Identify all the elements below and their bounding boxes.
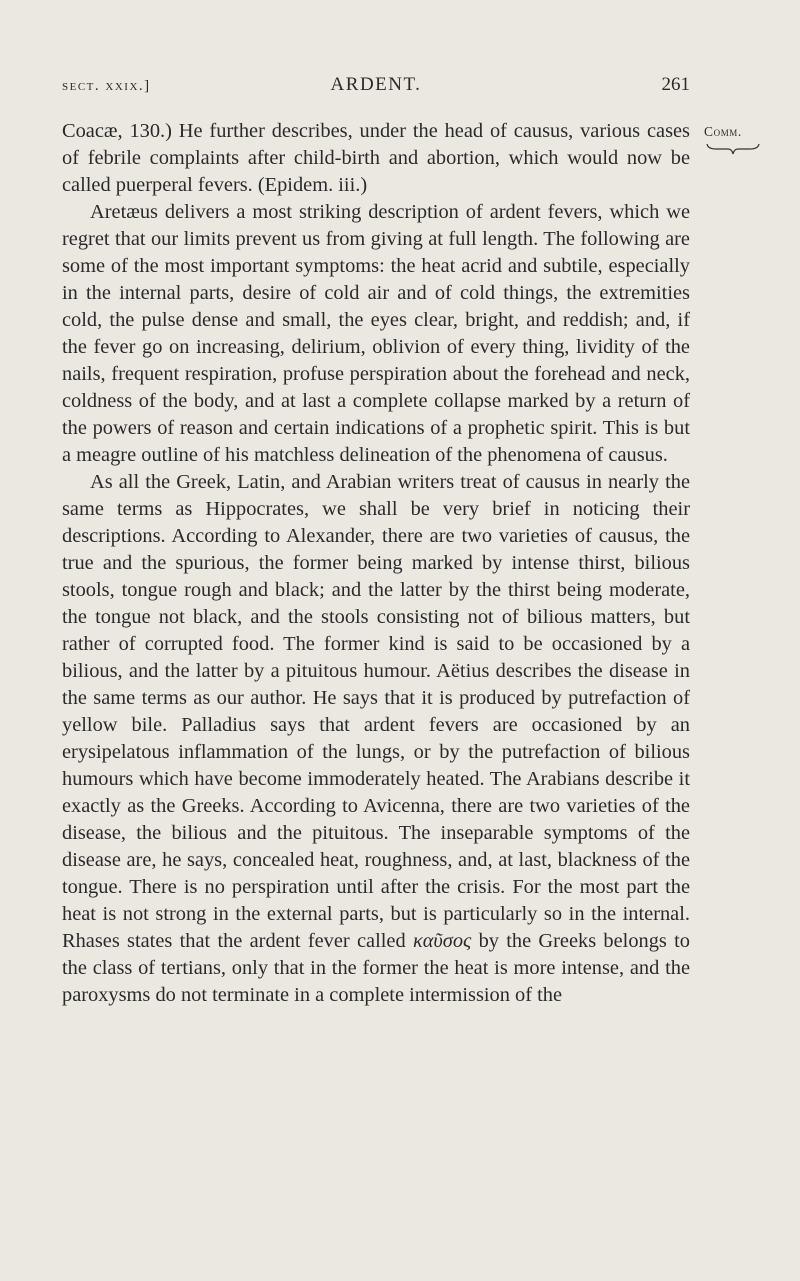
body-text xyxy=(62,118,690,1009)
page-number: 261 xyxy=(661,74,690,95)
greek-word: καῦσος xyxy=(412,930,472,952)
paragraph-3-part-1: As all the Greek, Latin, and Arabian writers treat of causus in nearly the same terms as Hippocrates, we shall be very brief in noticing their descriptions. According to Alexander, there are two varieties of causus, the true and the spurious, the former being marked by intense thirst, bilious stools, tongue rough and black; and the latter by the thirst being moderate, the tongue not black, and the stools consisting not of bilious matters, but rather of corrupted food. The former kind is said to be occasioned by a bilious, and the latter by a pituitous humour. Aëtius describes the disease in the same terms as our author. He says that it is produced by putrefaction of yellow bile. Palladius says that ardent fevers are occasioned by an erysipelatous inflammation of the lungs, or by the putrefaction of bilious humours which have become immoderately heated. The Arabians describe it exactly as the Greeks. According to Avicenna, there are two varieties of the disease, the bilious and the pituitous. The inseparable symptoms of the disease are, he says, concealed heat, roughness, and, at last, blackness of the tongue. There is no perspiration until after the crisis. For the most part the heat is not strong in the external parts, but is particularly so in the internal. Rhases states that the ardent fever called xyxy=(62,471,690,952)
margin-brace-icon xyxy=(706,142,760,156)
running-header xyxy=(62,74,690,104)
section-label: sect. xxix.] xyxy=(62,78,151,94)
paragraph-1: Coacæ, 130.) He further describes, under the head of causus, various cases of febrile complaints after child-birth and abortion, which would now be called puerperal fevers. (Epidem. iii.) xyxy=(62,120,690,196)
paragraph-3-part-2: by the Greeks belongs to the class of tertians, only that in the former the heat is more intense, and the paroxysms do not terminate in a complete intermission of the xyxy=(62,930,690,1006)
paragraph-3 xyxy=(62,469,690,1009)
running-title: ARDENT. xyxy=(330,74,422,95)
paragraph-2: Aretæus delivers a most striking description of ardent fevers, which we regret that our limits prevent us from giving at full length. The following are some of the most important symptoms: the heat acrid and subtile, especially in the internal parts, desire of cold air and of cold things, the extremities cold, the pulse dense and small, the eyes clear, bright, and reddish; and, if the fever go on increasing, delirium, oblivion of every thing, lividity of the nails, frequent respiration, profuse perspiration about the forehead and neck, coldness of the body, and at last a complete collapse marked by a return of the powers of reason and certain indications of a prophetic spirit. This is but a meagre outline of his matchless delineation of the phenomena of causus. xyxy=(62,201,690,466)
margin-note: Comm. xyxy=(704,124,742,139)
